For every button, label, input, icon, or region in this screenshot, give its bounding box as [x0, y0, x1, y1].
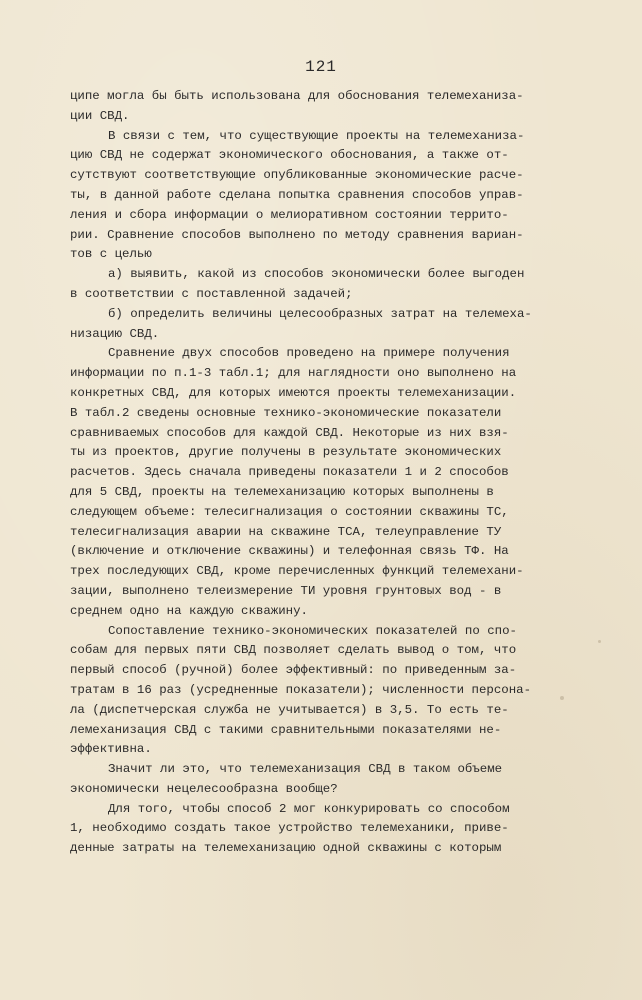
text-line: первый способ (ручной) более эффективный: по приведенным за-	[70, 663, 517, 678]
text-line: б) определить величины целесообразных затрат на телемеха-	[108, 306, 532, 321]
text-line: лемеханизация СВД с такими сравнительными показателями не-	[70, 722, 502, 737]
text-line: Сравнение двух способов проведено на примере получения	[108, 346, 510, 361]
text-line: низацию СВД.	[70, 326, 160, 341]
text-line: сравниваемых способов для каждой СВД. Некоторые из них взя-	[70, 425, 509, 440]
text-line: ла (диспетчерская служба не учитывается) в 3,5. То есть те-	[70, 702, 509, 717]
text-line: ции СВД.	[70, 108, 130, 123]
text-line: ты, в данной работе сделана попытка сравнения способов управ-	[70, 187, 524, 202]
text-line: денные затраты на телемеханизацию одной скважины с которым	[70, 841, 502, 856]
paper-smudge	[430, 596, 432, 598]
text-line: Значит ли это, что телемеханизация СВД в таком объеме	[108, 762, 503, 777]
text-line: ты из проектов, другие получены в результате экономических	[70, 445, 502, 460]
text-line: а) выявить, какой из способов экономически более выгоден	[108, 267, 525, 282]
text-line: 1, необходимо создать такое устройство телемеханики, приве-	[70, 821, 509, 836]
text-line: цию СВД не содержат экономического обоснования, а также от-	[70, 148, 509, 163]
text-line: трех последующих СВД, кроме перечисленных функций телемехани-	[70, 564, 524, 579]
text-line: экономически нецелесообразна вообще?	[70, 781, 338, 796]
text-line: тратам в 16 раз (усредненные показатели); численности персона-	[70, 682, 532, 697]
page-number: 121	[305, 58, 337, 76]
text-line: В табл.2 сведены основные технико-экономические показатели	[70, 405, 502, 420]
text-line: для 5 СВД, проекты на телемеханизацию которых выполнены в	[70, 484, 494, 499]
text-line: в соответствии с поставленной задачей;	[70, 286, 353, 301]
text-line: эффективна.	[70, 742, 152, 757]
text-line: зации, выполнено телеизмерение ТИ уровня грунтовых вод - в	[70, 583, 502, 598]
body-text	[70, 87, 575, 859]
text-line: Для того, чтобы способ 2 мог конкурировать со способом	[108, 801, 510, 816]
text-line: Сопоставление технико-экономических показателей по спо-	[108, 623, 517, 638]
text-line: ципе могла бы быть использована для обоснования телемеханиза-	[70, 89, 524, 103]
text-line: сутствуют соответствующие опубликованные экономические расче-	[70, 168, 524, 183]
text-line: тов с целью	[70, 247, 152, 262]
text-line: информации по п.1-3 табл.1; для наглядности оно выполнено на	[70, 366, 517, 381]
paper-smudge	[598, 640, 601, 643]
text-line: рии. Сравнение способов выполнено по методу сравнения вариан-	[70, 227, 524, 242]
text-line: В связи с тем, что существующие проекты на телемеханиза-	[108, 128, 525, 143]
text-line: среднем одно на каждую скважину.	[70, 603, 308, 618]
paper-smudge	[560, 696, 564, 700]
text-line: расчетов. Здесь сначала приведены показатели 1 и 2 способов	[70, 465, 509, 480]
text-line: ления и сбора информации о мелиоративном состоянии террито-	[70, 207, 509, 222]
text-line: собам для первых пяти СВД позволяет сделать вывод о том, что	[70, 643, 517, 658]
text-line: (включение и отключение скважины) и телефонная связь ТФ. На	[70, 544, 509, 559]
text-line: телесигнализация аварии на скважине ТСА, телеуправление ТУ	[70, 524, 502, 539]
text-line: конкретных СВД, для которых имеются проекты телемеханизации.	[70, 385, 517, 400]
text-line: следующем объеме: телесигнализация о состоянии скважины ТС,	[70, 504, 509, 519]
